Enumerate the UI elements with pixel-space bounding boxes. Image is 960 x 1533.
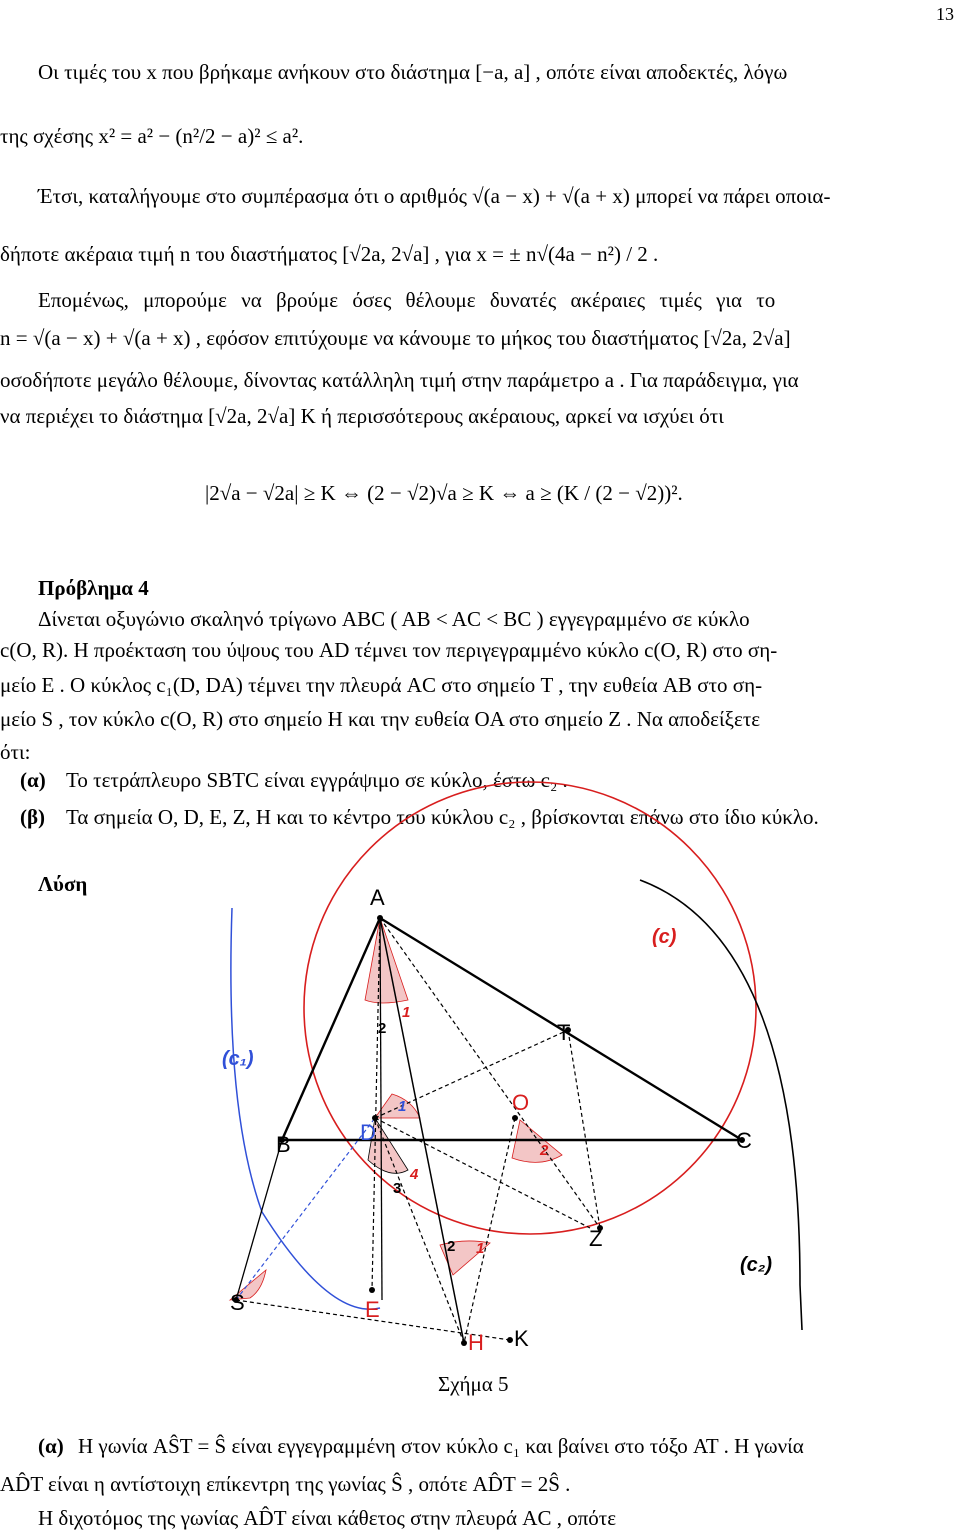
text-line-8: να περιέχει το διάστημα [√2a, 2√a] K ή περισσότερους ακέραιους, αρκεί να ισχύει ότι	[0, 404, 724, 428]
problem-b-text: Τα σημεία O, D, E, Z, H και το κέντρο του κύκλου c₂ , βρίσκονται επάνω στο ίδιο κύκλο.	[66, 805, 819, 829]
text-line-1: Οι τιμές του x που βρήκαμε ανήκουν στο διάστημα [−a, a] , οπότε είναι αποδεκτές, λόγω	[38, 60, 788, 84]
label-point-e: E	[365, 1297, 380, 1322]
text-line-7: οσοδήποτε μεγάλο θέλουμε, δίνοντας κατάλληλη τιμή στην παράμετρο a . Για παράδειγμα, για	[0, 368, 799, 392]
label-point-k: K	[514, 1326, 529, 1351]
line-ah	[380, 918, 464, 1343]
side-ab	[282, 918, 380, 1140]
problem-a-text: Το τετράπλευρο SBTC είναι εγγράψιμο σε κύκλο, έστω c₂ .	[66, 768, 568, 792]
label-point-a: A	[370, 885, 385, 910]
line-dh	[375, 1118, 464, 1343]
formula-line-9: |2√a − √2a| ≥ K ⇔ (2 − √2)√a ≥ K ⇔ a ≥ (K / (2 − √2))².	[205, 481, 683, 505]
point-e	[369, 1287, 375, 1293]
page-number: 13	[936, 4, 954, 24]
problem-title: Πρόβλημα 4	[38, 576, 149, 600]
label-circle-c: (c)	[652, 926, 677, 948]
solution-title: Λύση	[38, 872, 88, 896]
point-a	[377, 915, 383, 921]
solution-a-label: (α)	[38, 1434, 64, 1458]
text-line-5: Επομένως, μπορούμε να βρούμε όσες θέλουμε δυνατές ακέραιες τιμές για το	[38, 288, 776, 312]
line-oh	[464, 1118, 515, 1343]
label-point-o: O	[512, 1090, 530, 1115]
problem-a-label: (α)	[20, 768, 46, 792]
line-dz	[375, 1118, 590, 1228]
problem-line-5: ότι:	[0, 740, 31, 764]
problem-line-2: c(O, R). Η προέκταση του ύψους του AD τέμνει τον περιγεγραμμένο κύκλο c(O, R) στο ση-	[0, 638, 778, 662]
point-k	[507, 1337, 513, 1343]
angle-label-5: 3	[393, 1180, 402, 1197]
label-circle-c2: (c₂)	[740, 1254, 773, 1276]
angle-label-6: 4	[410, 1166, 419, 1183]
solution-line-3: Η διχοτόμος της γωνίας AD̂T είναι κάθετος στην πλευρά AC , οπότε	[38, 1506, 617, 1530]
problem-b-label: (β)	[20, 805, 46, 829]
figure-caption: Σχήμα 5	[438, 1372, 509, 1396]
point-h	[461, 1340, 467, 1346]
problem-line-4: μείο S , τον κύκλο c(O, R) στο σημείο H και την ευθεία OA στο σημείο Z . Να αποδείξετε	[0, 707, 761, 731]
label-circle-c1: (c₁)	[222, 1048, 254, 1070]
label-point-c: C	[736, 1128, 752, 1153]
problem-line-1: Δίνεται οξυγώνιο σκαληνό τρίγωνο ABC ( AB < AC < BC ) εγγεγραμμένο σε κύκλο	[38, 607, 750, 631]
line-tz	[568, 1030, 600, 1228]
problem-line-3: μείο E . Ο κύκλος c₁(D, DA) τέμνει την πλευρά AC στο σημείο T , την ευθεία AB στο ση-	[0, 673, 763, 697]
label-point-s: S	[230, 1290, 245, 1315]
angle-label-2: 2	[378, 1020, 387, 1037]
solution-line-2: AD̂T είναι η αντίστοιχη επίκεντρη της γωνίας Ŝ , οπότε AD̂T = 2Ŝ .	[0, 1472, 571, 1496]
label-point-t: T	[557, 1020, 571, 1045]
label-point-b: B	[276, 1132, 291, 1157]
angle-label-4: 2	[540, 1142, 549, 1159]
angle-label-7: 2	[447, 1238, 456, 1255]
circle-c	[304, 782, 756, 1234]
line-sd	[236, 1118, 375, 1300]
text-line-3: Έτσι, καταλήγουμε στο συμπέρασμα ότι ο αριθμός √(a − x) + √(a + x) μπορεί να πάρει οποια-	[38, 184, 831, 208]
label-point-z: Z	[589, 1226, 603, 1251]
text-line-2: της σχέσης x² = a² − (n²/2 − a)² ≤ a².	[0, 124, 304, 148]
angle-label-3: 1	[398, 1098, 407, 1115]
angle-label-1: 1	[402, 1004, 411, 1021]
text-line-6: n = √(a − x) + √(a + x) , εφόσον επιτύχουμε να κάνουμε το μήκος του διαστήματος [√2a, 2√a]	[0, 326, 791, 350]
angle-label-8: 1	[476, 1240, 485, 1257]
solution-line-1: Η γωνία AŜT = Ŝ είναι εγγεγραμμένη στον κύκλο c₁ και βαίνει στο τόξο AT . Η γωνία	[78, 1434, 804, 1458]
text-line-4: δήποτε ακέραια τιμή n του διαστήματος [√2a, 2√a] , για x = ± n√(4a − n²) / 2 .	[0, 242, 659, 266]
label-point-d: D	[360, 1120, 376, 1145]
label-point-h: H	[468, 1330, 484, 1355]
